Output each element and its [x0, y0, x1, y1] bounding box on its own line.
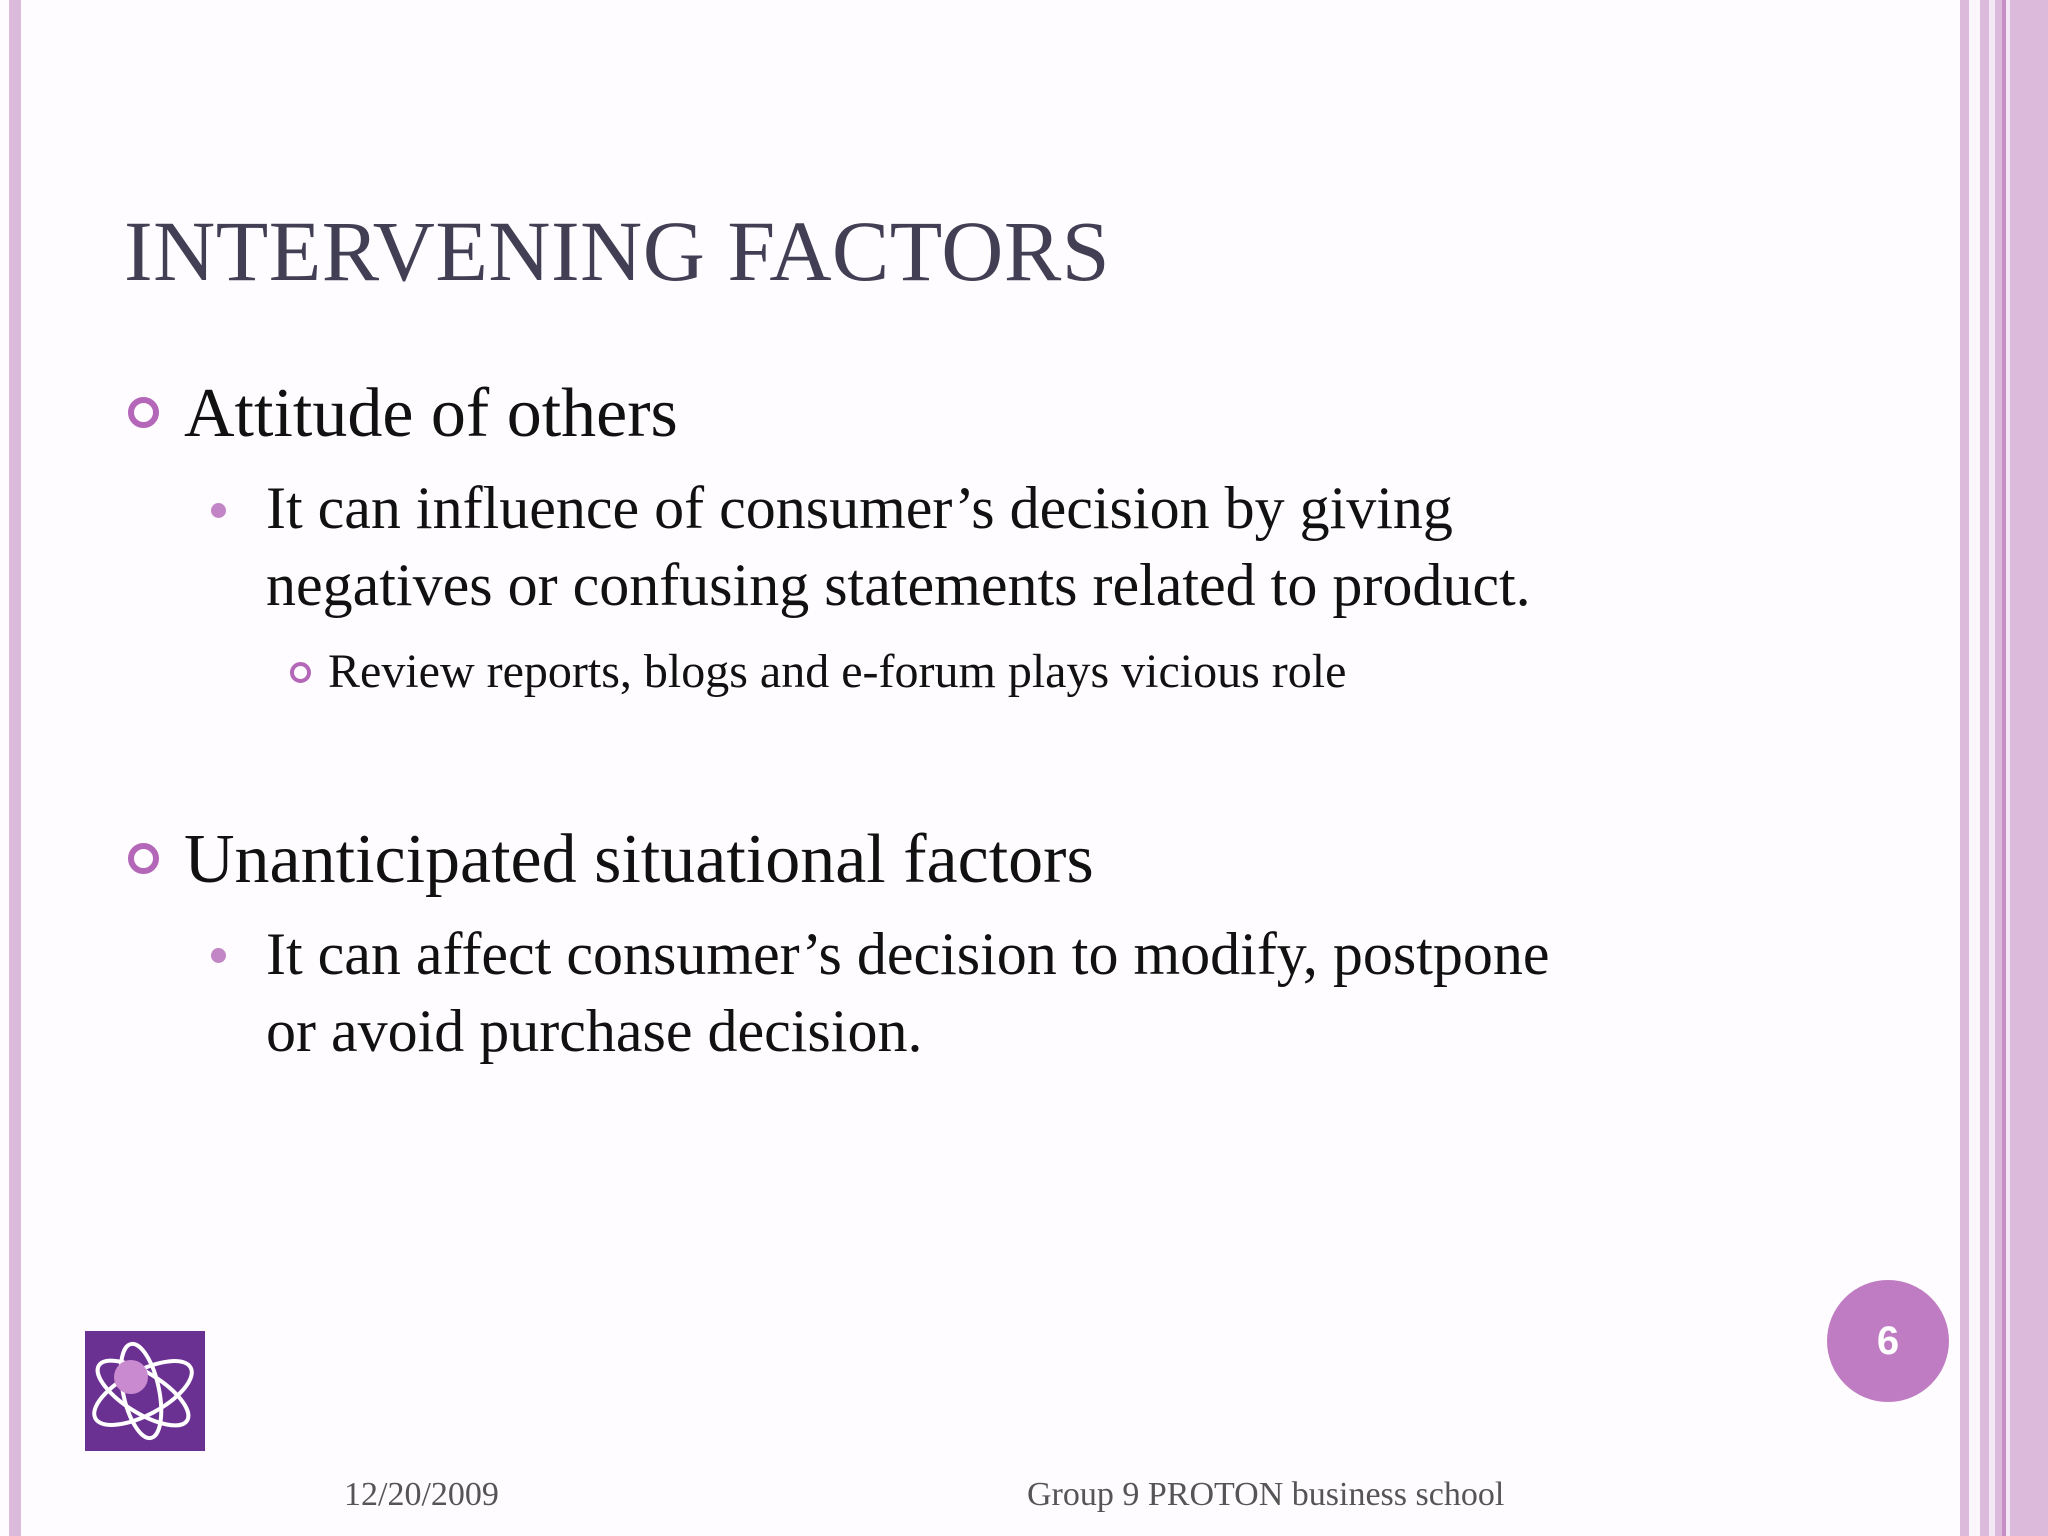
bullet-text-unanticipated: It can affect consumer’s decision to modify, postpone or avoid purchase decision.: [266, 921, 1550, 1064]
section-heading-unanticipated: Unanticipated situational factors: [184, 821, 1094, 898]
page-number-badge: 6: [1827, 1280, 1949, 1402]
ring-bullet-icon: [128, 843, 159, 874]
section-heading-attitude: Attitude of others: [184, 375, 678, 452]
atom-orbit-logo-icon: [85, 1331, 205, 1451]
dot-bullet-icon: [211, 503, 226, 518]
right-border-stripe: [1980, 0, 1989, 1536]
right-border-stripe: [1969, 0, 1980, 1536]
right-border-stripe: [1995, 0, 2002, 1536]
left-border: [9, 0, 21, 1536]
dot-bullet-icon: [211, 948, 226, 963]
right-border-stripe: [1960, 0, 1969, 1536]
slide-title: INTERVENING FACTORS: [124, 203, 1111, 299]
right-border-stripe: [2010, 0, 2048, 1536]
bullet-text-attitude: It can influence of consumer’s decision by giving negatives or confusing statements related to product.: [266, 475, 1531, 618]
sub-bullet-text-review: Review reports, blogs and e-forum plays vicious role: [328, 645, 1347, 698]
ring-bullet-icon: [128, 397, 159, 428]
footer-date: 12/20/2009: [344, 1476, 499, 1513]
footer-group: Group 9 PROTON business school: [1027, 1476, 1505, 1513]
ring-bullet-small-icon: [290, 662, 311, 683]
